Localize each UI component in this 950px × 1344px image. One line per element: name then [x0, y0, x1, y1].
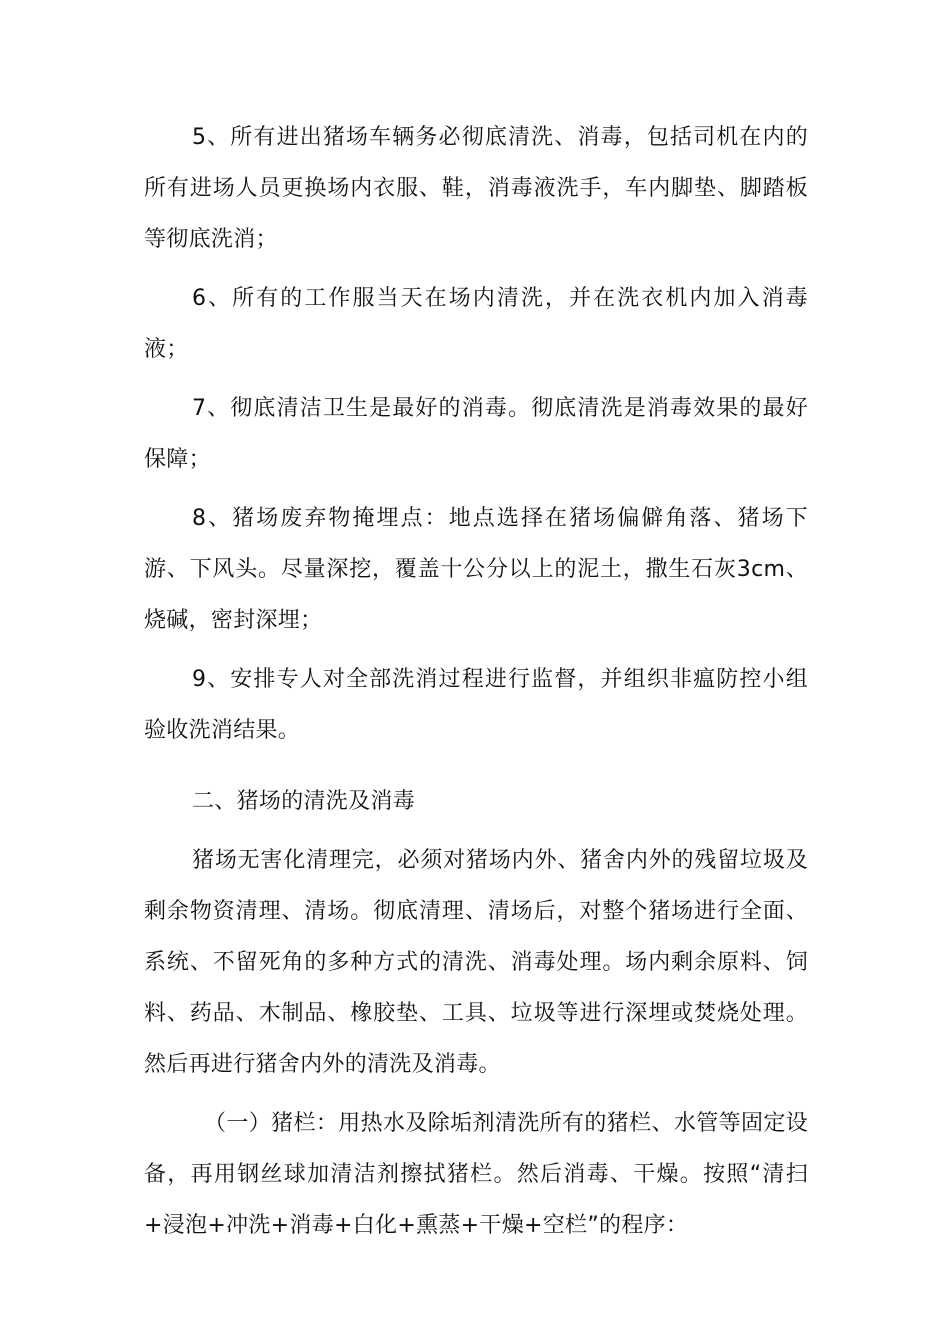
paragraph-item-6: 6、所有的工作服当天在场内清洗，并在洗衣机内加入消毒液； — [144, 286, 808, 362]
section-heading: 二、猪场的清洗及消毒 — [192, 789, 416, 814]
body-paragraph-cleanup: 猪场无害化清理完，必须对猪场内外、猪舍内外的残留垃圾及剩余物资清理、清场。彻底清理、清场后，对整个猪场进行全面、系统、不留死角的多种方式的清洗、消毒处理。场内剩余原料、饲料、药品、木制品、橡胶垫、工具、垃圾等进行深埋或焚烧处理。然后再进行猪舍内外的清洗及消毒。 — [144, 848, 808, 1077]
paragraph-item-7: 7、彻底清洁卫生是最好的消毒。彻底清洗是消毒效果的最好保障； — [144, 396, 808, 472]
paragraph-item-9: 9、安排专人对全部洗消过程进行监督，并组织非瘟防控小组验收洗消结果。 — [144, 667, 808, 743]
document-page — [144, 112, 808, 1251]
paragraph-item-8: 8、猪场废弃物掩埋点：地点选择在猪场偏僻角落、猪场下游、下风头。尽量深挖，覆盖十公分以上的泥土，撒生石灰3cm、烧碱，密封深埋； — [144, 506, 808, 633]
paragraph-item-5: 5、所有进出猪场车辆务必彻底清洗、消毒，包括司机在内的所有进场人员更换场内衣服、鞋，消毒液洗手，车内脚垫、脚踏板等彻底洗消； — [144, 125, 808, 252]
body-paragraph-pens: （一）猪栏：用热水及除垢剂清洗所有的猪栏、水管等固定设备，再用钢丝球加清洁剂擦拭猪栏。然后消毒、干燥。按照“清扫+浸泡+冲洗+消毒+白化+熏蒸+干燥+空栏”的程序： — [144, 1111, 808, 1238]
